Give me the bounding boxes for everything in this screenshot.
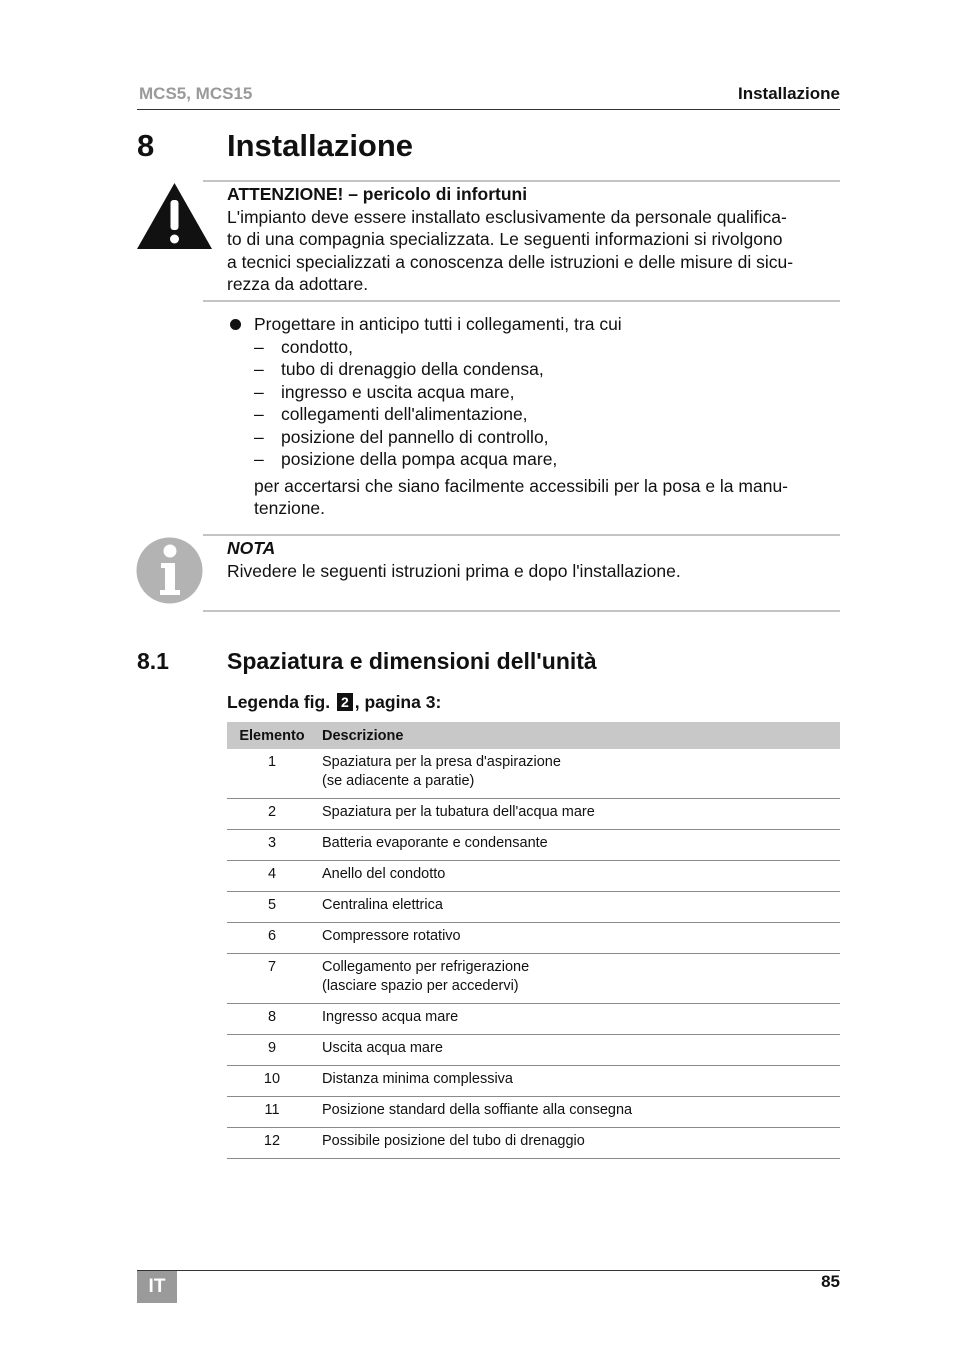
subsection-number: 8.1 [137, 648, 169, 674]
note-bottom-rule [203, 610, 840, 612]
row-number: 7 [227, 954, 317, 1004]
row-number: 10 [227, 1066, 317, 1097]
row-number: 2 [227, 799, 317, 830]
warning-line: L'impianto deve essere installato esclusivamente da personale qualifica- [227, 206, 787, 227]
table-row [227, 1128, 840, 1159]
column-header-element: Elemento [227, 722, 317, 749]
row-description: Possibile posizione del tubo di drenaggio [317, 1128, 840, 1159]
row-description: Anello del condotto [317, 861, 840, 892]
bullet-dot [230, 319, 241, 330]
row-description: Ingresso acqua mare [317, 1004, 840, 1035]
row-description: Spaziatura per la tubatura dell'acqua mare [317, 799, 840, 830]
row-description: Uscita acqua mare [317, 1035, 840, 1066]
table-row [227, 923, 840, 954]
table-row [227, 1004, 840, 1035]
bullet-text: Progettare in anticipo tutti i collegamenti, tra cui [254, 314, 622, 334]
row-description-line: Collegamento per refrigerazione [322, 959, 530, 975]
table-row [227, 1035, 840, 1066]
list-item: – posizione del pannello di controllo, [254, 426, 841, 449]
list-item: – collegamenti dell'alimentazione, [254, 403, 841, 426]
row-number: 12 [227, 1128, 317, 1159]
warning-bottom-rule [203, 300, 840, 302]
bullet-tail [227, 475, 841, 520]
planning-bullet [227, 313, 841, 520]
warning-top-rule [203, 180, 840, 182]
note-box [227, 537, 841, 582]
row-number: 1 [227, 749, 317, 799]
row-description: Distanza minima complessiva [317, 1066, 840, 1097]
page-number: 85 [821, 1272, 840, 1291]
connection-list [227, 336, 841, 471]
page-header [137, 84, 840, 110]
table-row [227, 861, 840, 892]
warning-triangle-icon [136, 182, 213, 250]
list-item: – ingresso e uscita acqua mare, [254, 381, 841, 404]
table-row [227, 1066, 840, 1097]
row-number: 9 [227, 1035, 317, 1066]
row-number: 8 [227, 1004, 317, 1035]
bullet-tail-line: tenzione. [254, 498, 326, 518]
warning-box [227, 183, 841, 296]
header-model: MCS5, MCS15 [139, 84, 253, 103]
note-title: NOTA [227, 538, 276, 558]
warning-title: ATTENZIONE! – pericolo di infortuni [227, 184, 528, 204]
row-description-line: Spaziatura per la presa d'aspirazione [322, 754, 561, 770]
row-description: Posizione standard della soffiante alla consegna [317, 1097, 840, 1128]
subsection-title: Spaziatura e dimensioni dell'unità [227, 648, 597, 674]
legend-prefix: Legenda fig. [227, 692, 331, 712]
list-item: – posizione della pompa acqua mare, [254, 448, 841, 471]
table-row [227, 749, 840, 799]
warning-line: to di una compagnia specializzata. Le seguenti informazioni si rivolgono [227, 229, 783, 249]
row-description-line: (se adiacente a paratie) [322, 773, 475, 789]
row-number: 11 [227, 1097, 317, 1128]
header-section: Installazione [737, 84, 840, 103]
section-title: Installazione [227, 128, 414, 163]
row-number: 5 [227, 892, 317, 923]
language-badge: IT [137, 1271, 177, 1303]
list-item: – condotto, [254, 336, 841, 359]
bullet-tail-line: per accertarsi che siano facilmente accessibili per la posa e la manu- [254, 475, 789, 496]
row-number: 4 [227, 861, 317, 892]
row-description: Centralina elettrica [317, 892, 840, 923]
row-description [317, 954, 840, 1004]
section-number: 8 [137, 128, 155, 163]
table-row [227, 1097, 840, 1128]
row-number: 6 [227, 923, 317, 954]
info-icon [136, 537, 203, 604]
row-description: Compressore rotativo [317, 923, 840, 954]
warning-line: a tecnici specializzati a conoscenza delle istruzioni e delle misure di sicu- [227, 251, 794, 272]
figure-number-badge: 2 [337, 693, 353, 711]
row-description [317, 749, 840, 799]
note-text: Rivedere le seguenti istruzioni prima e dopo l'installazione. [227, 560, 681, 581]
row-description-line: (lasciare spazio per accedervi) [322, 978, 519, 994]
table-row [227, 830, 840, 861]
legend-table [227, 722, 840, 1159]
footer-rule [137, 1270, 840, 1271]
column-header-description: Descrizione [317, 722, 840, 749]
note-top-rule [203, 534, 840, 536]
row-number: 3 [227, 830, 317, 861]
table-row [227, 892, 840, 923]
row-description: Batteria evaporante e condensante [317, 830, 840, 861]
warning-line: rezza da adottare. [227, 274, 369, 294]
legend-suffix: , pagina 3: [354, 692, 442, 712]
table-row [227, 799, 840, 830]
legend-heading [227, 692, 441, 713]
table-row [227, 954, 840, 1004]
list-item: – tubo di drenaggio della condensa, [254, 358, 841, 381]
table-header-row [227, 722, 840, 749]
